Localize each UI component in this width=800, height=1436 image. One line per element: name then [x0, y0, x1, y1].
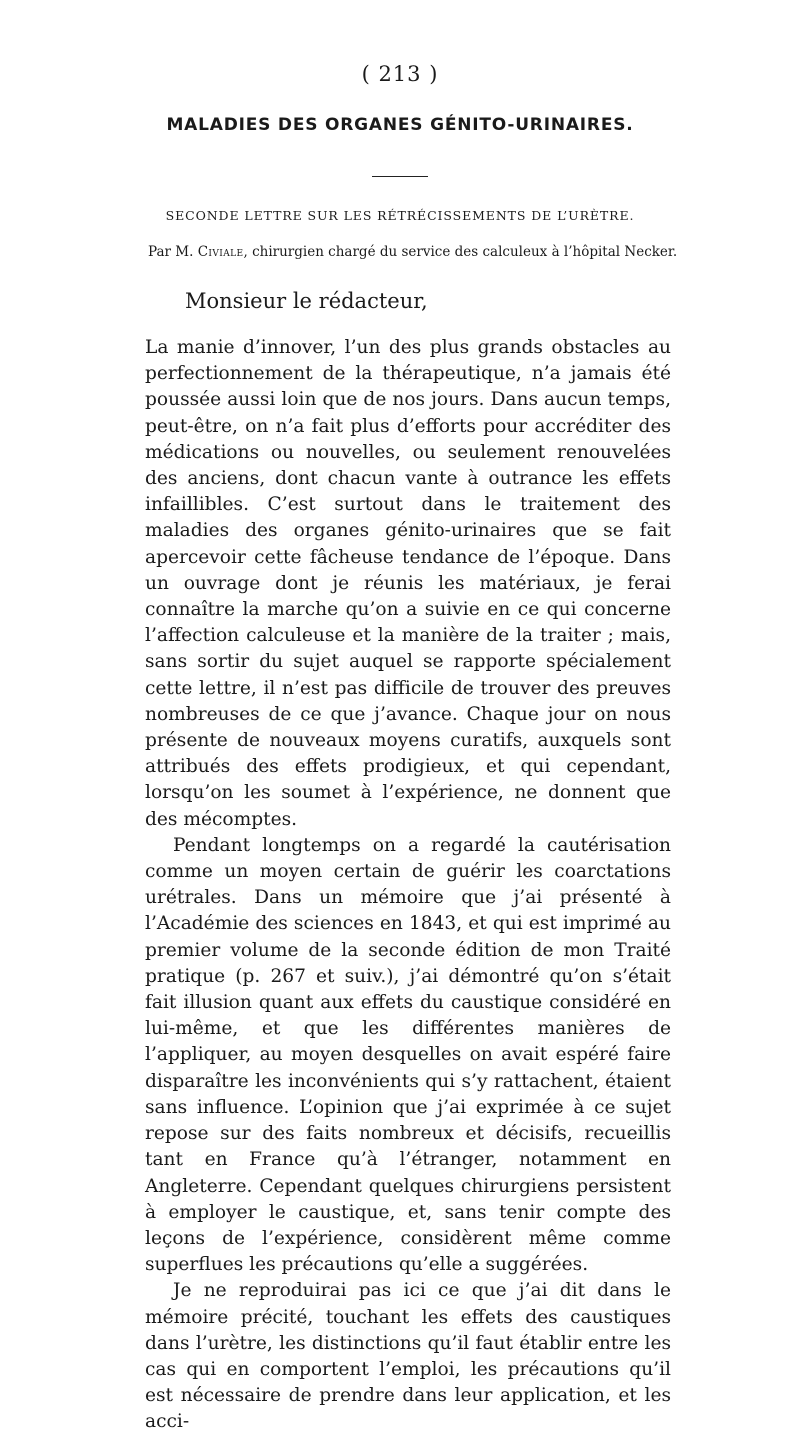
paragraph-3: Je ne reproduirai pas ici ce que j’ai dit dans le mémoire précité, touchant les effets des caustiques dans l’urètre, les distinctions qu’il faut établir entre les cas qui en comportent l’emploi, les précautions qu’il est nécessaire de prendre dans leur application, et les acci- [145, 1280, 671, 1433]
author-name: Civiale [197, 244, 244, 260]
body-text [145, 335, 671, 1436]
letter-subtitle: SECONDE LETTRE SUR LES RÉTRÉCISSEMENTS DE L’URÈTRE. [165, 208, 635, 223]
paragraph-1: La manie d’innover, l’un des plus grands obstacles au perfectionnement de la thérapeutique, n’a jamais été poussée aussi loin que de nos jours. Dans aucun temps, peut-être, on n’a fait plus d’efforts pour accréditer des médications ou nouvelles, ou seulement renouvelées des anciens, dont chacun vante à outrance les effets infaillibles. C’est surtout dans le traitement des maladies des organes génito-urinaires que se fait apercevoir cette fâcheuse tendance de l’époque. Dans un ouvrage dont je réunis les matériaux, je ferai connaître la marche qu’on a suivie en ce qui concerne l’affection calculeuse et la manière de la traiter ; mais, sans sortir du sujet auquel se rapporte spécialement cette lettre, il n’est pas difficile de trouver des preuves nombreuses de ce que j’avance. Chaque jour on nous présente de nouveaux moyens curatifs, auxquels sont attribués des effets prodigieux, et qui cependant, lorsqu’on les soumet à l’expérience, ne donnent que des mécomptes. [145, 337, 671, 830]
author-line [148, 244, 677, 260]
author-description: , chirurgien chargé du service des calculeux à l’hôpital Necker. [243, 244, 678, 260]
section-title: MALADIES DES ORGANES GÉNITO-URINAIRES. [166, 115, 634, 135]
paragraph-2: Pendant longtemps on a regardé la cautérisation comme un moyen certain de guérir les coarctations urétrales. Dans un mémoire que j’ai présenté à l’Académie des sciences en 1843, et qui est imprimé au premier volume de la seconde édition de mon Traité pratique (p. 267 et suiv.), j’ai démontré qu’on s’était fait illusion quant aux effets du caustique considéré en lui-même, et que les différentes manières de l’appliquer, au moyen desquelles on avait espéré faire disparaître les inconvénients qui s’y rattachent, étaient sans influence. L’opinion que j’ai exprimée à ce sujet repose sur des faits nombreux et décisifs, recueillis tant en France qu’à l’étranger, notamment en Angleterre. Cependant quelques chirurgiens persistent à employer le caustique, et, sans tenir compte des leçons de l’expérience, considèrent même comme superflues les précautions qu’elle a suggérées. [145, 834, 671, 1276]
author-prefix: Par M. [148, 244, 194, 260]
page-number: ( 213 ) [361, 62, 439, 86]
salutation: Monsieur le rédacteur, [185, 289, 428, 313]
title-divider [372, 176, 428, 177]
